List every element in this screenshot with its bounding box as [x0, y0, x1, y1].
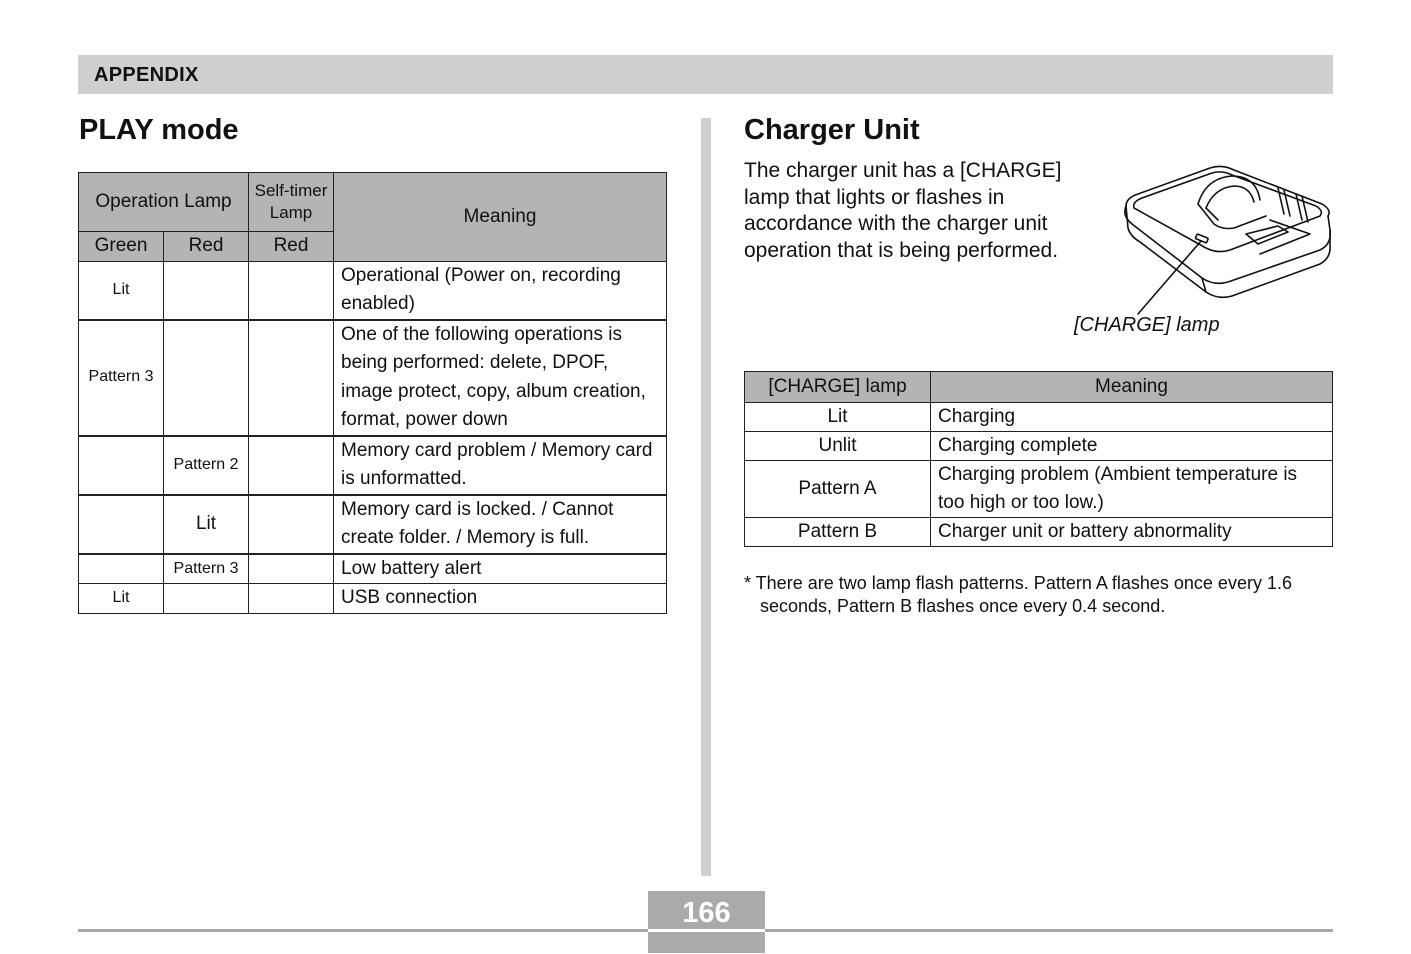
table-row: Pattern 3 One of the following operations is being performed: delete, DPOF, image protect, copy, album creation, format, power down	[79, 320, 667, 436]
table-row: Lit USB connection	[79, 584, 667, 614]
charger-unit-heading: Charger Unit	[744, 114, 920, 146]
header-charge-lamp: [CHARGE] lamp	[745, 372, 931, 403]
charger-unit-illustration	[1110, 158, 1335, 318]
play-mode-table	[78, 172, 667, 614]
header-self-timer-lamp: Self-timer Lamp	[249, 173, 334, 232]
section-title: APPENDIX	[94, 64, 199, 86]
table-row: Lit Memory card is locked. / Cannot create folder. / Memory is full.	[79, 495, 667, 554]
flash-pattern-note: * There are two lamp flash patterns. Pattern A flashes once every 1.6 seconds, Pattern B flashes once every 0.4 second.	[744, 573, 1292, 616]
header-timer-red: Red	[249, 232, 334, 262]
header-charge-meaning: Meaning	[931, 372, 1333, 403]
page-number-underline	[648, 929, 765, 932]
charger-intro-text: The charger unit has a [CHARGE] lamp that lights or flashes in accordance with the charger unit operation that is being performed.	[744, 159, 1062, 262]
play-mode-heading: PLAY mode	[79, 114, 239, 146]
header-operation-lamp: Operation Lamp	[79, 173, 249, 232]
table-row: Pattern A Charging problem (Ambient temperature is too high or too low.)	[745, 461, 1333, 518]
table-row: Pattern 3 Low battery alert	[79, 554, 667, 584]
table-row: Lit Charging	[745, 403, 1333, 432]
charger-lamp-table	[744, 371, 1333, 547]
table-row: Pattern 2 Memory card problem / Memory card is unformatted.	[79, 436, 667, 495]
page-number: 166	[682, 897, 731, 929]
column-divider	[701, 118, 711, 876]
page-number-box	[648, 891, 765, 953]
table-row: Pattern B Charger unit or battery abnormality	[745, 518, 1333, 547]
section-header-bar	[78, 55, 1333, 94]
charge-lamp-caption: [CHARGE] lamp	[1074, 314, 1220, 336]
header-green: Green	[79, 232, 164, 262]
header-meaning: Meaning	[334, 173, 667, 262]
table-row: Unlit Charging complete	[745, 432, 1333, 461]
table-row: Lit Operational (Power on, recording enabled)	[79, 261, 667, 320]
header-red: Red	[164, 232, 249, 262]
